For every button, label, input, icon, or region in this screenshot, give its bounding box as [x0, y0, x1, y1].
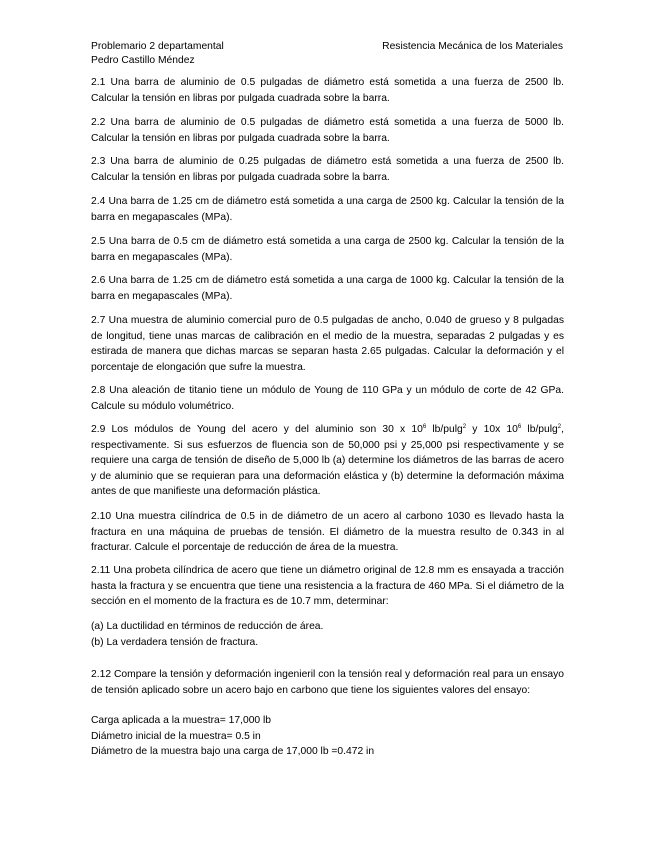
problem-2-11: 2.11 Una probeta cilíndrica de acero que tiene un diámetro original de 12.8 mm es ensayada a tracción hasta la fractura y se encuentra que tiene una resistencia a la fractura de 460 MPa. Si el diámetro de la sección en el momento de la fractura es de 10.7 mm, determinar:: [91, 565, 564, 608]
problem-2-8: 2.8 Una aleación de titanio tiene un módulo de Young de 110 GPa y un módulo de corte de 42 GPa. Calcule su módulo volumétrico.: [91, 385, 564, 412]
problem-2-12: 2.12 Compare la tensión y deformación ingenieril con la tensión real y deformación real para un ensayo de tensión aplicado sobre un acero bajo en carbono que tiene los siguientes valores del ensayo:: [91, 669, 564, 696]
exponent: 2: [557, 424, 562, 430]
problem-2-12-load: Carga aplicada a la muestra= 17,000 lb: [91, 715, 272, 726]
problem-2-9-text-c: y 10x 10: [466, 424, 518, 435]
problem-2-11-part-a: (a) La ductilidad en términos de reducción de área.: [91, 621, 324, 632]
problem-2-9-text-b: lb/pulg: [426, 424, 463, 435]
problem-2-6: 2.6 Una barra de 1.25 cm de diámetro está sometida a una carga de 1000 kg. Calcular la tensión de la barra en megapascales (MPa).: [91, 275, 564, 302]
problem-2-2: 2.2 Una barra de aluminio de 0.5 pulgadas de diámetro está sometida a una fuerza de 5000 lb. Calcular la tensión en libras por pulgada cuadrada sobre la barra.: [91, 117, 564, 144]
header-subject: Resistencia Mecánica de los Materiales: [382, 41, 563, 52]
exponent: 2: [462, 424, 467, 430]
exponent: 6: [422, 424, 427, 430]
problem-2-4: 2.4 Una barra de 1.25 cm de diámetro está sometida a una carga de 2500 kg. Calcular la tensión de la barra en megapascales (MPa).: [91, 196, 564, 223]
problem-2-10: 2.10 Una muestra cilíndrica de 0.5 in de diámetro de un acero al carbono 1030 es llevado hasta la fractura en una máquina de pruebas de tensión. El diámetro de la muestra resulto de 0.343 in al fracturar. Calcule el porcentaje de reducción de área de la muestra.: [91, 511, 564, 554]
problem-2-9: [91, 422, 564, 500]
header-author: Pedro Castillo Méndez: [91, 55, 195, 66]
problem-2-7: 2.7 Una muestra de aluminio comercial puro de 0.5 pulgadas de ancho, 0.040 de grueso y 8 pulgadas de longitud, tiene unas marcas de calibración en el medio de la muestra, separadas 2 pulgadas y es estirada de manera que dichas marcas se separan hasta 2.65 pulgadas. Calcular la deformación y el porcentaje de elongación que sufre la muestra.: [91, 315, 564, 373]
problem-2-3: 2.3 Una barra de aluminio de 0.25 pulgadas de diámetro está sometida a una fuerza de 2500 lb. Calcular la tensión en libras por pulgada cuadrada sobre la barra.: [91, 156, 564, 183]
exponent: 6: [517, 424, 522, 430]
problem-2-12-initial-diameter: Diámetro inicial de la muestra= 0.5 in: [91, 731, 261, 742]
problem-2-5: 2.5 Una barra de 0.5 cm de diámetro está sometida a una carga de 2500 kg. Calcular la tensión de la barra en megapascales (MPa).: [91, 236, 564, 263]
problem-2-9-text-e: , respectivamente. Si sus esfuerzos de fluencia son de 50,000 psi y 25,000 psi respectivamente y se requiere una carga de tensión de diseño de 5,000 lb (a) determine los diámetros de las barras de acero y de aluminio que se requieran para una deformación elástica y (b) determine la deformación máxima antes de que manifieste una deformación plástica.: [91, 424, 564, 498]
problem-2-12-loaded-diameter: Diámetro de la muestra bajo una carga de 17,000 lb =0.472 in: [91, 746, 375, 757]
problem-2-1: 2.1 Una barra de aluminio de 0.5 pulgadas de diámetro está sometida a una fuerza de 2500 lb. Calcular la tensión en libras por pulgada cuadrada sobre la barra.: [91, 77, 564, 104]
problem-2-9-text-d: lb/pulg: [521, 424, 558, 435]
header-course-title: Problemario 2 departamental: [91, 41, 224, 52]
problem-2-9-text-a: 2.9 Los módulos de Young del acero y del aluminio son 30 x 10: [91, 424, 423, 435]
problem-2-11-part-b: (b) La verdadera tensión de fractura.: [91, 637, 259, 648]
